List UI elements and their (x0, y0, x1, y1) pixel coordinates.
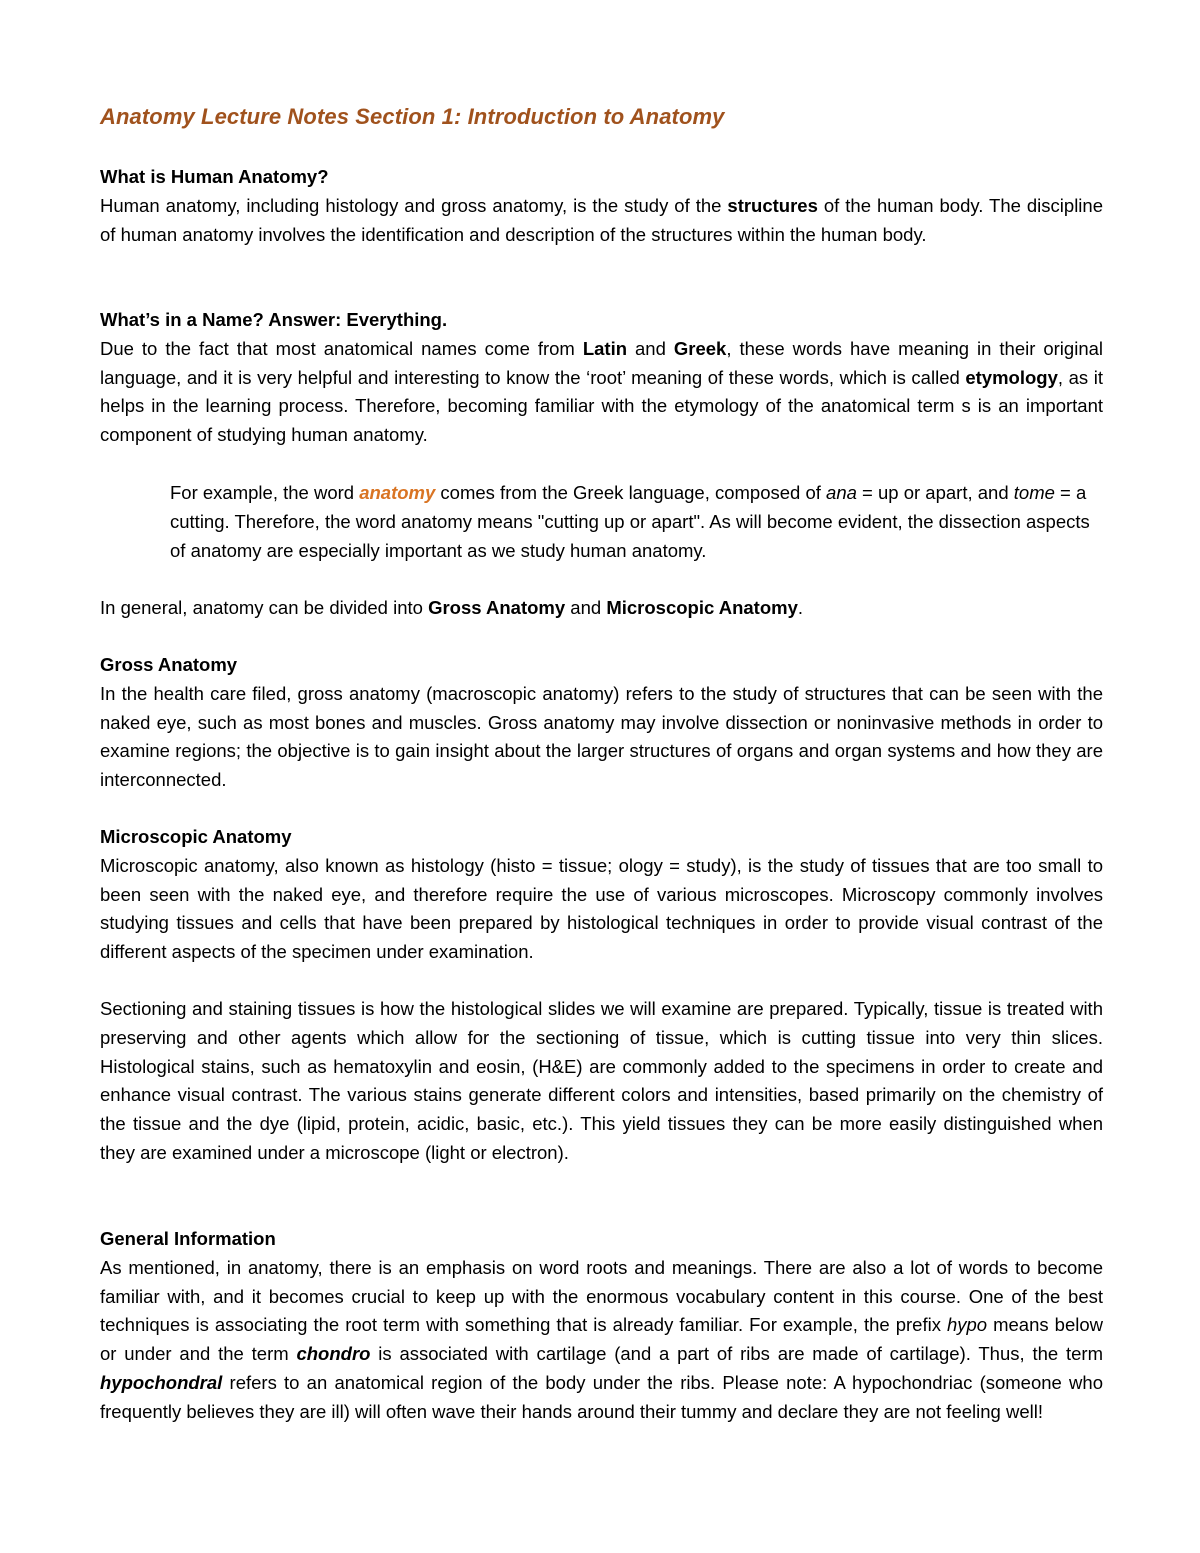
text-run: comes from the Greek language, composed of (435, 482, 827, 503)
section-what-is (100, 163, 1103, 249)
text-run: and (627, 337, 674, 359)
paragraph (100, 192, 1103, 250)
paragraph (100, 1254, 1103, 1427)
text-run: and (565, 597, 607, 618)
text-run: In general, anatomy can be divided into (100, 597, 429, 618)
highlight-term: anatomy (359, 482, 436, 503)
paragraph: Sectioning and staining tissues is how the histological slides we will examine are prepared. Typically, tissue is treated with preserving and other agents which allow for the sectioning of tissue, which is cutting tissue into very thin slices. Histological stains, such as hematoxylin and eosin, (H&E) are commonly added to the specimens in order to create and enhance visual contrast. The various stains generate different colors and intensities, based primarily on the chemistry of the tissue and the dye (lipid, protein, acidic, basic, etc.). This yield tissues they can be more easily distinguished when they are examined under a microscope (light or electron). (100, 998, 1103, 1163)
text-run: is associated with cartilage (and a part of ribs are made of cartilage). Thus, the term (370, 1343, 1103, 1365)
text-run: , these words have meaning in their original language, and it is very helpful and interesting to know the ‘root’ meaning of these words, which is called (100, 337, 1104, 388)
italic-term: tome (1013, 482, 1055, 503)
page-title: Anatomy Lecture Notes Section 1: Introduction to Anatomy (100, 104, 725, 129)
text-run: For example, the word (170, 482, 360, 503)
example-block (170, 479, 1103, 565)
text-run: of the human body. The discipline of human anatomy involves the identification and description of the structures within the human body. (100, 194, 1103, 245)
section-general-info (100, 1225, 1103, 1427)
bold-term: structures (727, 194, 818, 216)
text-run: , as it helps in the learning process. Therefore, becoming familiar with the etymology of the anatomical term s is an important component of studying human anatomy. (100, 366, 1103, 446)
section-heading: General Information (100, 1228, 276, 1249)
text-run: refers to an anatomical region of the body under the ribs. Please note: A hypochondriac (someone who frequently believes they are ill) will often wave their hands around their tummy and declare they are not feeling well! (100, 1371, 1103, 1422)
section-microscopic (100, 823, 1103, 967)
bold-italic-term: chondro (296, 1343, 371, 1365)
text-run: Due to the fact that most anatomical names come from (100, 337, 583, 359)
section-gross (100, 651, 1103, 795)
text-run: As mentioned, in anatomy, there is an emphasis on word roots and meanings. There are also a lot of words to become familiar with, and it becomes crucial to keep up with the enormous vocabulary content in this course. One of the best techniques is associating the root term with something that is already familiar. For example, the prefix (100, 1256, 1103, 1336)
paragraph: Microscopic anatomy, also known as histology (histo = tissue; ology = study), is the study of tissues that are too small to been seen with the naked eye, and therefore require the use of various microscopes. Microscopy commonly involves studying tissues and cells that have been prepared by histological techniques in order to provide visual contrast of the different aspects of the specimen under examination. (100, 854, 1103, 963)
paragraph (100, 594, 1103, 623)
paragraph (100, 335, 1103, 450)
bold-term: Greek (673, 337, 727, 359)
section-heading: Gross Anatomy (100, 654, 238, 675)
section-heading: What is Human Anatomy? (100, 166, 329, 187)
text-run: Human anatomy, including histology and gross anatomy, is the study of the (100, 194, 728, 216)
paragraph (170, 479, 1103, 565)
bold-term: etymology (965, 366, 1058, 388)
bold-term: Gross Anatomy (428, 597, 566, 618)
text-run: means below or under and the term (100, 1314, 1103, 1365)
section-sectioning (100, 995, 1103, 1168)
section-heading: What’s in a Name? Answer: Everything. (100, 309, 448, 330)
text-run: = up or apart, and (856, 482, 1014, 503)
section-heading: Microscopic Anatomy (100, 826, 292, 847)
text-run: = a cutting. Therefore, the word anatomy means "cutting up or apart". As will become evident, the dissection aspects of anatomy are especially important as we study human anatomy. (170, 482, 1090, 561)
italic-term: hypo (946, 1314, 988, 1336)
section-general (100, 594, 1103, 623)
italic-term: ana (826, 482, 857, 503)
section-name (100, 306, 1103, 450)
bold-term: Microscopic Anatomy (606, 597, 798, 618)
paragraph: In the health care filed, gross anatomy (macroscopic anatomy) refers to the study of structures that can be seen with the naked eye, such as most bones and muscles. Gross anatomy may involve dissection or noninvasive methods in order to examine regions; the objective is to gain insight about the larger structures of organs and organ systems and how they are interconnected. (100, 682, 1103, 791)
text-run: . (797, 597, 804, 618)
bold-term: Latin (582, 337, 628, 359)
bold-italic-term: hypochondral (100, 1371, 223, 1393)
